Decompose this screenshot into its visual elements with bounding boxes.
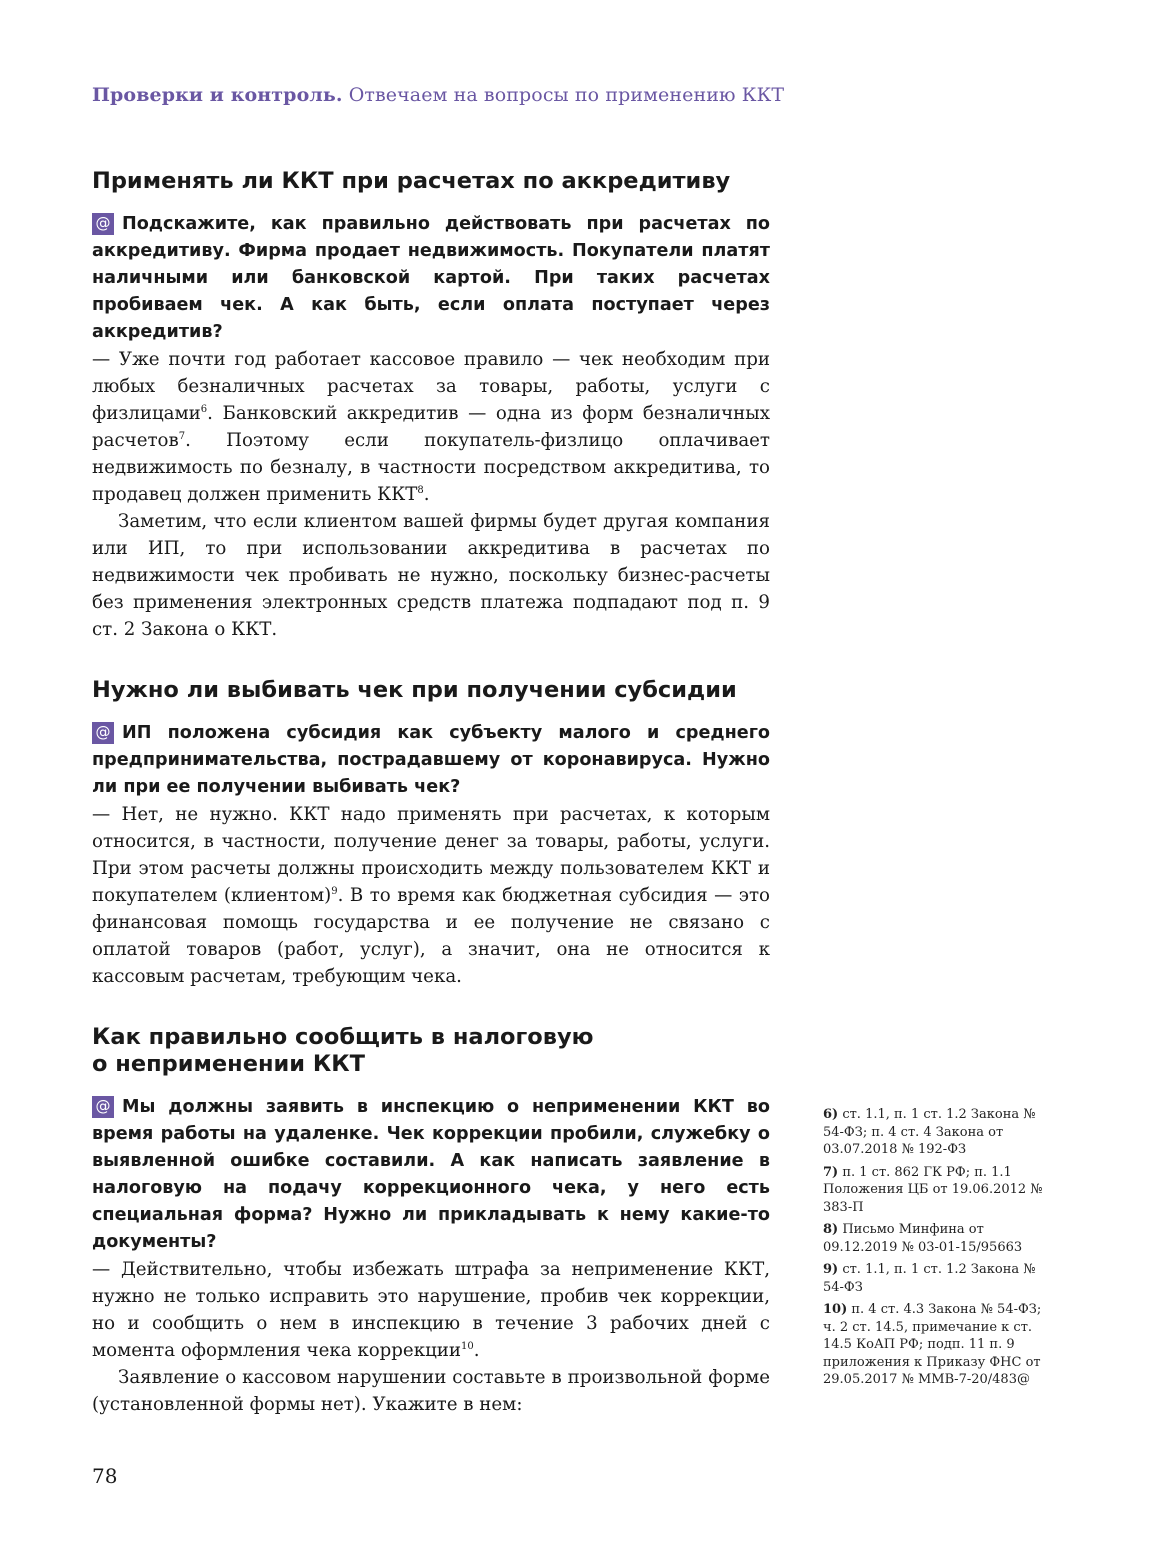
footnote-ref: 6 xyxy=(200,404,208,415)
footnote-text: п. 4 ст. 4.3 Закона № 54-ФЗ; ч. 2 ст. 14.5, примечание к ст. 14.5 КоАП РФ; подп. 11 п. 9 приложения к Приказу ФНС от 29.05.2017 № ММВ-7-20/483@ xyxy=(823,1302,1042,1387)
answer-paragraph xyxy=(92,1256,770,1364)
running-header xyxy=(92,84,784,106)
question xyxy=(92,211,770,346)
page-number: 78 xyxy=(92,1464,118,1488)
answer-text: — Нет, не нужно. ККТ надо применять при расчетах, к которым относится, в частности, получение денег за товары, работы, услуги. При этом расчеты должны происходить между пользователем ККТ и покупателем (клиентом) xyxy=(92,804,770,906)
answer-text: — Действительно, чтобы избежать штрафа за неприменение ККТ, нужно не только исправить это нарушение, пробив чек коррекции, но и сообщить о нем в инспекцию в течение 3 рабочих дней с момента оформления чека коррекции xyxy=(92,1259,770,1361)
footnote-number: 8) xyxy=(823,1222,839,1237)
section-notification xyxy=(92,1024,770,1418)
answer-text: . xyxy=(473,1340,480,1361)
answer-text: . Банковский аккредитив — одна из форм безналичных расчетов xyxy=(92,403,770,451)
footnote-ref: 8 xyxy=(417,485,424,496)
answer-paragraph xyxy=(92,346,770,508)
question xyxy=(92,1094,770,1256)
email-question-icon: @ xyxy=(92,722,114,744)
question-text: Подскажите, как правильно действовать при расчетах по аккредитиву. Фирма продает недвижимость. Покупатели платят наличными или банковской картой. При таких расчетах пробиваем чек. А как быть, если оплата поступает через аккредитив? xyxy=(92,214,770,342)
answer-text: . Поэтому если покупатель-физлицо оплачивает недвижимость по безналу, в частности посредством аккредитива, то продавец должен применить ККТ xyxy=(92,430,770,505)
header-subtitle: Отвечаем на вопросы по применению ККТ xyxy=(348,84,785,106)
answer-paragraph xyxy=(92,801,770,990)
header-section: Проверки и контроль. xyxy=(92,84,343,106)
answer-text: . xyxy=(423,484,430,505)
main-column xyxy=(92,168,770,1452)
footnote-text: ст. 1.1, п. 1 ст. 1.2 Закона № 54-ФЗ xyxy=(823,1262,1036,1295)
answer-paragraph: Заявление о кассовом нарушении составьте в произвольной форме (установленной формы нет). Укажите в нем: xyxy=(92,1367,770,1415)
answer-text: . В то время как бюджетная субсидия — это финансовая помощь государства и ее получение не связано с оплатой товаров (работ, услуг), а значит, она не относится к кассовым расчетам, требующим чека. xyxy=(92,885,770,987)
section-title: Нужно ли выбивать чек при получении субсидии xyxy=(92,677,737,703)
answer-text: — Уже почти год работает кассовое правило — чек необходим при любых безналичных расчетах за товары, работы, услуги с физлицами xyxy=(92,349,770,424)
section-accreditive xyxy=(92,168,770,643)
footnote xyxy=(823,1164,1048,1217)
footnote-ref: 9 xyxy=(331,886,338,897)
question xyxy=(92,720,770,801)
footnote xyxy=(823,1221,1048,1256)
section-title-line: о неприменении ККТ xyxy=(92,1051,366,1077)
footnote xyxy=(823,1106,1048,1159)
footnote xyxy=(823,1301,1048,1389)
email-question-icon: @ xyxy=(92,213,114,235)
footnotes xyxy=(823,1106,1048,1394)
section-title-line: Как правильно сообщить в налоговую xyxy=(92,1024,594,1050)
footnote-number: 9) xyxy=(823,1262,839,1277)
question-text: ИП положена субсидия как субъекту малого и среднего предпринимательства, пострадавшему от коронавируса. Нужно ли при ее получении выбивать чек? xyxy=(92,723,770,797)
footnote-number: 7) xyxy=(823,1164,839,1180)
section-title xyxy=(92,1024,770,1078)
answer-paragraph: Заметим, что если клиентом вашей фирмы будет другая компания или ИП, то при использовании аккредитива в расчетах по недвижимости чек пробивать не нужно, поскольку бизнес-расчеты без применения электронных средств платежа подпадают под п. 9 ст. 2 Закона о ККТ. xyxy=(92,511,770,640)
footnote-ref: 7 xyxy=(178,431,186,442)
footnote-text: Письмо Минфина от 09.12.2019 № 03-01-15/95663 xyxy=(823,1222,1023,1255)
section-title: Применять ли ККТ при расчетах по аккредитиву xyxy=(92,168,731,194)
section-subsidy xyxy=(92,677,770,990)
footnote-ref: 10 xyxy=(461,1341,474,1352)
question-text: Мы должны заявить в инспекцию о неприменении ККТ во время работы на удаленке. Чек коррекции пробили, служебку о выявленной ошибке составили. А как написать заявление в налоговую на подачу коррекционного чека, у него есть специальная форма? Нужно ли прикладывать к нему какие-то документы? xyxy=(92,1097,770,1252)
footnote-text: п. 1 ст. 862 ГК РФ; п. 1.1 Положения ЦБ от 19.06.2012 № 383-П xyxy=(823,1164,1043,1215)
footnote-text: ст. 1.1, п. 1 ст. 1.2 Закона № 54-ФЗ; п. 4 ст. 4 Закона от 03.07.2018 № 192-ФЗ xyxy=(823,1107,1036,1157)
email-question-icon: @ xyxy=(92,1096,114,1118)
footnote xyxy=(823,1261,1048,1296)
footnote-number: 10) xyxy=(823,1302,848,1317)
footnote-number: 6) xyxy=(823,1107,839,1122)
